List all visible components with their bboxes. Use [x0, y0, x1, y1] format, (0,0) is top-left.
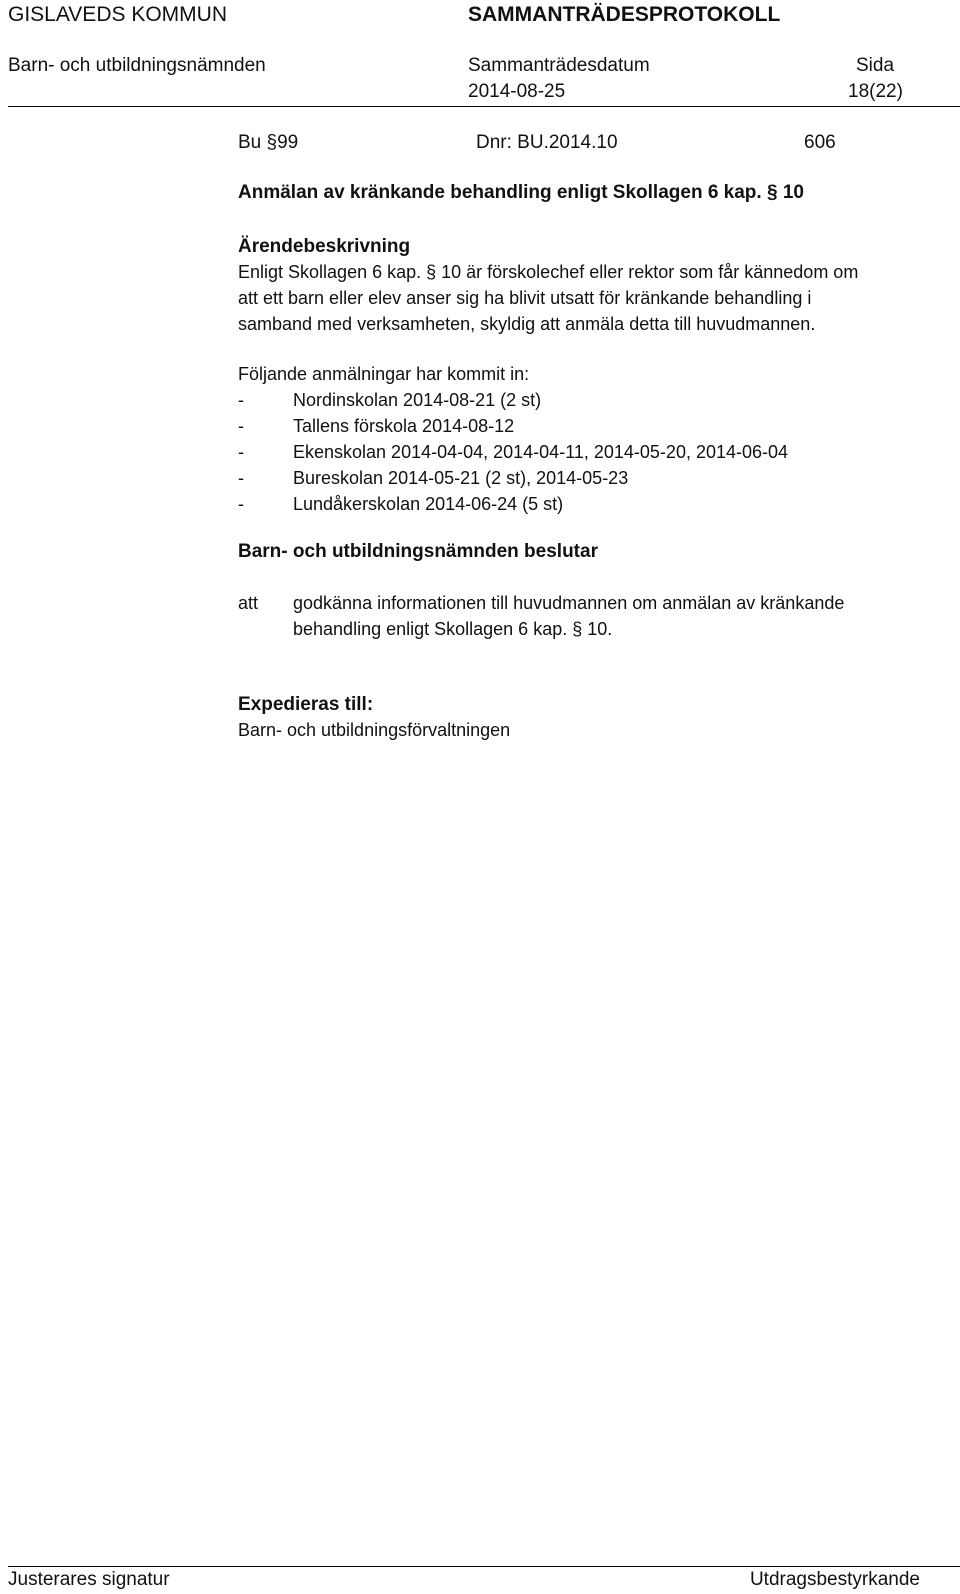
description-body: [238, 259, 858, 337]
distribution-heading: Expedieras till:: [238, 694, 374, 715]
page-number: 18(22): [848, 81, 903, 102]
reports-intro: Följande anmälningar har kommit in:: [238, 364, 530, 384]
list-item: - Ekenskolan 2014-04-04, 2014-04-11, 2014-05-20, 2014-06-04: [238, 439, 938, 465]
list-item-text: Nordinskolan 2014-08-21 (2 st): [293, 390, 542, 410]
list-item: - Lundåkerskolan 2014-06-24 (5 st): [238, 491, 938, 517]
decision-body: [293, 590, 844, 642]
case-code: 606: [804, 132, 836, 153]
list-item: - Nordinskolan 2014-08-21 (2 st): [238, 387, 938, 413]
list-item-text: Lundåkerskolan 2014-06-24 (5 st): [293, 494, 564, 514]
list-item-text: Ekenskolan 2014-04-04, 2014-04-11, 2014-05-20, 2014-06-04: [293, 442, 789, 462]
reports-list: [238, 387, 938, 517]
extract-certification-label: Utdragsbestyrkande: [749, 1569, 920, 1590]
decision-line: behandling enligt Skollagen 6 kap. § 10.: [293, 619, 613, 639]
list-item: - Tallens förskola 2014-08-12: [238, 413, 938, 439]
list-item-text: Bureskolan 2014-05-21 (2 st), 2014-05-23: [293, 468, 629, 488]
list-item-text: Tallens förskola 2014-08-12: [293, 416, 515, 436]
document-type: SAMMANTRÄDESPROTOKOLL: [468, 3, 781, 26]
meeting-date: 2014-08-25: [468, 81, 566, 102]
decision-line: godkänna informationen till huvudmannen om anmälan av kränkande: [293, 593, 845, 613]
footer-divider: [8, 1566, 960, 1567]
adjuster-signature-label: Justerares signatur: [8, 1569, 170, 1590]
decision-prefix: att: [238, 593, 259, 613]
distribution-recipient: Barn- och utbildningsförvaltningen: [238, 720, 511, 740]
description-heading: Ärendebeskrivning: [238, 236, 411, 257]
org-name: GISLAVEDS KOMMUN: [8, 3, 227, 26]
description-line: Enligt Skollagen 6 kap. § 10 är förskolechef eller rektor som får kännedom om: [238, 262, 859, 282]
decision-heading: Barn- och utbildningsnämnden beslutar: [238, 541, 598, 562]
committee-name: Barn- och utbildningsnämnden: [8, 55, 266, 76]
case-title: Anmälan av kränkande behandling enligt Skollagen 6 kap. § 10: [238, 182, 804, 203]
description-line: att ett barn eller elev anser sig ha blivit utsatt för kränkande behandling i: [238, 288, 812, 308]
page-label: Sida: [856, 55, 895, 76]
header-divider: [8, 106, 960, 107]
meeting-date-label: Sammanträdesdatum: [468, 55, 650, 76]
paragraph-number: Bu §99: [238, 132, 299, 153]
description-line: samband med verksamheten, skyldig att anmäla detta till huvudmannen.: [238, 314, 816, 334]
diary-number: Dnr: BU.2014.10: [476, 132, 618, 153]
list-item: - Bureskolan 2014-05-21 (2 st), 2014-05-23: [238, 465, 938, 491]
